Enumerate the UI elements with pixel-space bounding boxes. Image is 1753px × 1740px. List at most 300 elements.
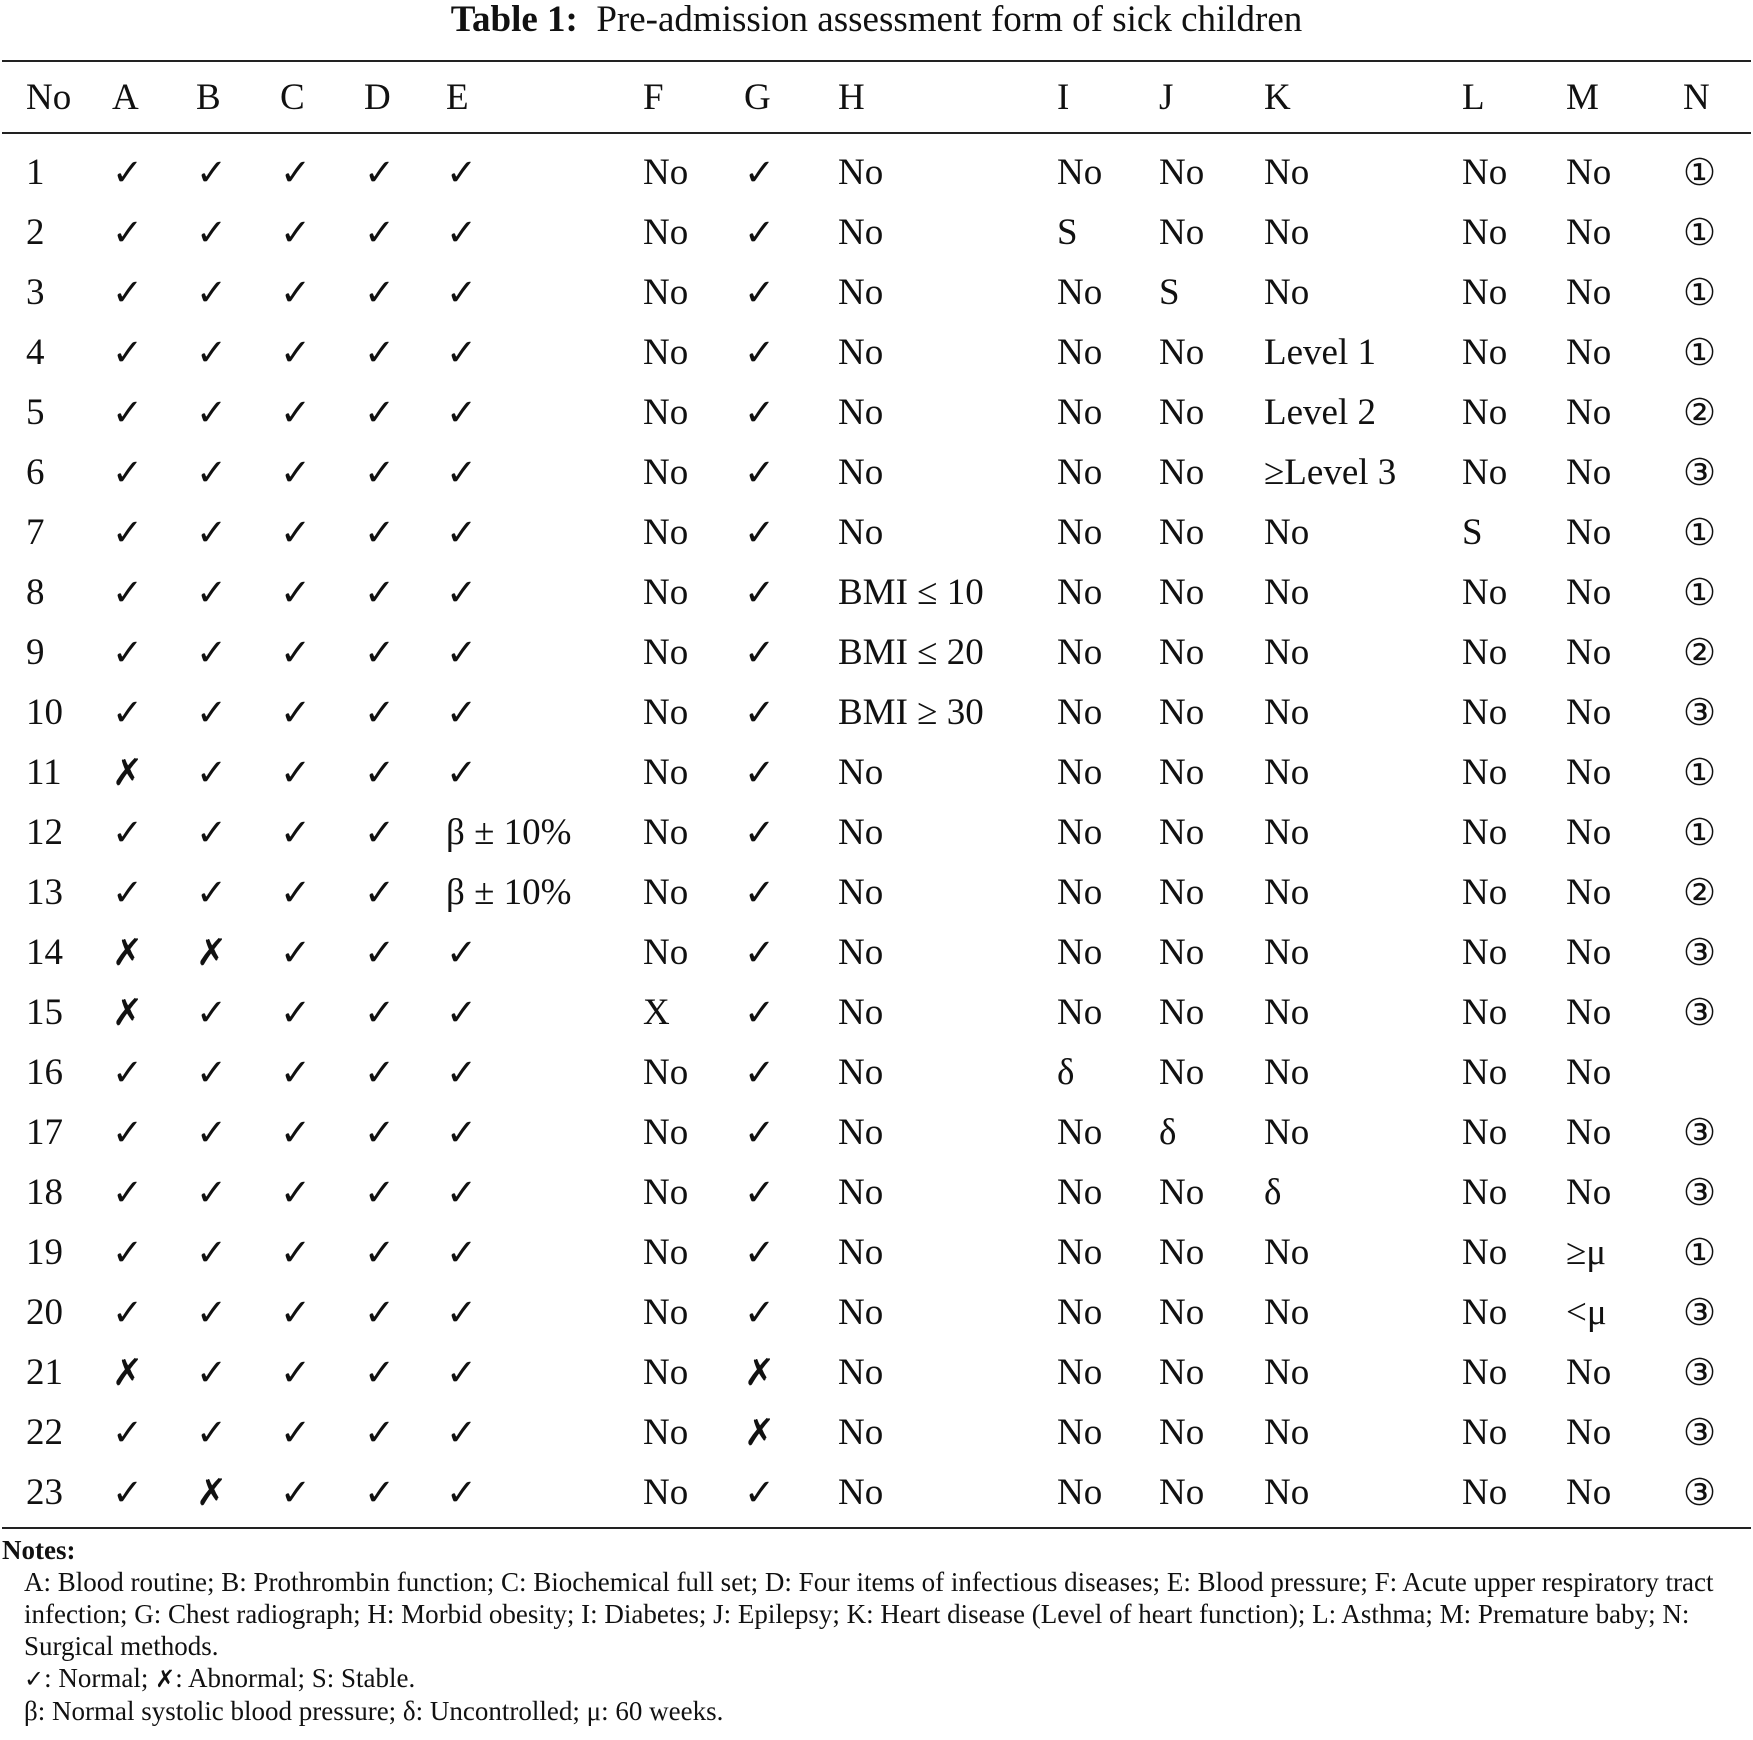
check-icon: ✓ bbox=[446, 690, 478, 734]
cell-i: No bbox=[1057, 271, 1103, 313]
cell-n: ① bbox=[1683, 750, 1717, 794]
cell-k: No bbox=[1264, 1471, 1310, 1513]
check-icon: ✓ bbox=[744, 330, 776, 374]
cell-n: ③ bbox=[1683, 1470, 1717, 1514]
cell-n: ② bbox=[1683, 870, 1717, 914]
check-icon: ✓ bbox=[364, 270, 396, 314]
cell-h: No bbox=[838, 871, 884, 913]
cell-j: No bbox=[1159, 511, 1205, 553]
check-icon: ✓ bbox=[364, 1410, 396, 1454]
table-row bbox=[0, 132, 1753, 202]
column-header: No bbox=[26, 76, 72, 118]
cell-m: No bbox=[1566, 151, 1612, 193]
cell-no: 10 bbox=[26, 691, 63, 733]
cell-no: 17 bbox=[26, 1111, 63, 1153]
check-icon: ✓ bbox=[446, 390, 478, 434]
column-header: L bbox=[1462, 76, 1485, 118]
cell-l: No bbox=[1462, 871, 1508, 913]
cell-f: No bbox=[643, 871, 689, 913]
cell-l: No bbox=[1462, 991, 1508, 1033]
cell-f: No bbox=[643, 1411, 689, 1453]
cell-k: No bbox=[1264, 1351, 1310, 1393]
cell-m: No bbox=[1566, 1411, 1612, 1453]
cell-m: No bbox=[1566, 571, 1612, 613]
cell-f: No bbox=[643, 1051, 689, 1093]
check-icon: ✓ bbox=[196, 1350, 228, 1394]
cell-h: No bbox=[838, 271, 884, 313]
check-icon: ✓ bbox=[744, 270, 776, 314]
cell-no: 7 bbox=[26, 511, 45, 553]
check-icon: ✓ bbox=[446, 510, 478, 554]
notes-cross-text: : Abnormal; S: Stable. bbox=[175, 1663, 416, 1693]
cell-f: No bbox=[643, 811, 689, 853]
check-icon: ✓ bbox=[744, 390, 776, 434]
cell-no: 11 bbox=[26, 751, 62, 793]
check-icon: ✓ bbox=[744, 690, 776, 734]
column-header: M bbox=[1566, 76, 1599, 118]
column-header: K bbox=[1264, 76, 1291, 118]
cell-k: No bbox=[1264, 631, 1310, 673]
check-icon: ✓ bbox=[112, 150, 144, 194]
cell-h: No bbox=[838, 811, 884, 853]
cell-k: No bbox=[1264, 931, 1310, 973]
cell-h: No bbox=[838, 991, 884, 1033]
check-icon: ✓ bbox=[196, 1110, 228, 1154]
cell-j: No bbox=[1159, 811, 1205, 853]
table-body bbox=[0, 132, 1753, 1522]
table-row bbox=[0, 982, 1753, 1042]
cell-j: No bbox=[1159, 631, 1205, 673]
cross-icon: ✗ bbox=[112, 1350, 144, 1394]
check-icon: ✓ bbox=[280, 990, 312, 1034]
column-header: F bbox=[643, 76, 664, 118]
cell-n: ② bbox=[1683, 390, 1717, 434]
cell-l: No bbox=[1462, 211, 1508, 253]
cross-icon: ✗ bbox=[196, 1470, 228, 1514]
cell-j: No bbox=[1159, 1291, 1205, 1333]
check-icon: ✓ bbox=[280, 1410, 312, 1454]
check-icon: ✓ bbox=[196, 1050, 228, 1094]
check-icon: ✓ bbox=[446, 210, 478, 254]
cell-f: No bbox=[643, 571, 689, 613]
cell-j: No bbox=[1159, 1351, 1205, 1393]
table-row bbox=[0, 742, 1753, 802]
cell-i: No bbox=[1057, 391, 1103, 433]
check-icon: ✓ bbox=[744, 990, 776, 1034]
cell-h: BMI ≤ 10 bbox=[838, 571, 984, 613]
table-row bbox=[0, 1162, 1753, 1222]
cell-e: β ± 10% bbox=[446, 871, 572, 913]
cell-h: No bbox=[838, 1051, 884, 1093]
cell-f: No bbox=[643, 751, 689, 793]
cell-l: No bbox=[1462, 1291, 1508, 1333]
check-icon: ✓ bbox=[364, 510, 396, 554]
cell-j: S bbox=[1159, 271, 1180, 313]
check-icon: ✓ bbox=[446, 450, 478, 494]
table-row bbox=[0, 1222, 1753, 1282]
cell-h: BMI ≤ 20 bbox=[838, 631, 984, 673]
check-icon: ✓ bbox=[364, 870, 396, 914]
table-row bbox=[0, 1042, 1753, 1102]
check-icon: ✓ bbox=[196, 810, 228, 854]
cell-h: No bbox=[838, 1291, 884, 1333]
cell-no: 6 bbox=[26, 451, 45, 493]
cell-m: ≥μ bbox=[1566, 1231, 1607, 1273]
header-row bbox=[0, 62, 1753, 132]
check-icon: ✓ bbox=[196, 990, 228, 1034]
table-row bbox=[0, 1282, 1753, 1342]
cell-i: No bbox=[1057, 1291, 1103, 1333]
cell-l: No bbox=[1462, 151, 1508, 193]
column-header: C bbox=[280, 76, 305, 118]
cell-h: No bbox=[838, 151, 884, 193]
cell-m: No bbox=[1566, 1471, 1612, 1513]
check-icon: ✓ bbox=[364, 1230, 396, 1274]
check-icon: ✓ bbox=[446, 1050, 478, 1094]
cell-no: 13 bbox=[26, 871, 63, 913]
column-header: N bbox=[1683, 76, 1710, 118]
cell-k: Level 1 bbox=[1264, 331, 1376, 373]
cell-no: 16 bbox=[26, 1051, 63, 1093]
cell-i: S bbox=[1057, 211, 1078, 253]
notes-legend bbox=[24, 1662, 1751, 1695]
cell-i: No bbox=[1057, 151, 1103, 193]
assessment-table bbox=[0, 62, 1753, 1522]
cell-l: No bbox=[1462, 931, 1508, 973]
cell-h: No bbox=[838, 211, 884, 253]
cell-l: No bbox=[1462, 1111, 1508, 1153]
cell-j: No bbox=[1159, 391, 1205, 433]
check-icon: ✓ bbox=[112, 1110, 144, 1154]
cell-no: 15 bbox=[26, 991, 63, 1033]
cross-icon: ✗ bbox=[112, 750, 144, 794]
cell-i: No bbox=[1057, 811, 1103, 853]
table-row bbox=[0, 442, 1753, 502]
cell-f: No bbox=[643, 1471, 689, 1513]
check-icon: ✓ bbox=[364, 810, 396, 854]
cell-i: No bbox=[1057, 1171, 1103, 1213]
cell-j: No bbox=[1159, 331, 1205, 373]
check-icon: ✓ bbox=[112, 450, 144, 494]
table-row bbox=[0, 262, 1753, 322]
cell-n: ① bbox=[1683, 570, 1717, 614]
cell-n: ① bbox=[1683, 510, 1717, 554]
check-icon: ✓ bbox=[112, 870, 144, 914]
cell-j: No bbox=[1159, 1051, 1205, 1093]
check-icon: ✓ bbox=[112, 1410, 144, 1454]
table-row bbox=[0, 322, 1753, 382]
check-icon: ✓ bbox=[196, 750, 228, 794]
notes-check-text: : Normal; bbox=[44, 1663, 156, 1693]
check-icon: ✓ bbox=[196, 1230, 228, 1274]
cell-j: No bbox=[1159, 211, 1205, 253]
cell-m: No bbox=[1566, 631, 1612, 673]
check-icon: ✓ bbox=[744, 1170, 776, 1214]
table-row bbox=[0, 1402, 1753, 1462]
check-icon: ✓ bbox=[744, 1290, 776, 1334]
cell-l: No bbox=[1462, 1171, 1508, 1213]
cell-k: No bbox=[1264, 511, 1310, 553]
table-title bbox=[0, 0, 1753, 40]
check-icon: ✓ bbox=[446, 570, 478, 614]
cell-l: No bbox=[1462, 691, 1508, 733]
cell-j: No bbox=[1159, 1471, 1205, 1513]
table-row bbox=[0, 502, 1753, 562]
cell-l: No bbox=[1462, 1471, 1508, 1513]
cell-j: No bbox=[1159, 751, 1205, 793]
cell-l: No bbox=[1462, 451, 1508, 493]
cell-h: No bbox=[838, 391, 884, 433]
check-icon: ✓ bbox=[364, 630, 396, 674]
check-icon: ✓ bbox=[280, 1110, 312, 1154]
check-icon: ✓ bbox=[744, 210, 776, 254]
check-icon: ✓ bbox=[196, 390, 228, 434]
check-icon: ✓ bbox=[196, 210, 228, 254]
cell-f: No bbox=[643, 511, 689, 553]
check-icon: ✓ bbox=[744, 930, 776, 974]
cell-m: No bbox=[1566, 691, 1612, 733]
check-icon: ✓ bbox=[744, 150, 776, 194]
check-icon: ✓ bbox=[744, 1470, 776, 1514]
cell-i: No bbox=[1057, 1411, 1103, 1453]
cell-f: No bbox=[643, 1231, 689, 1273]
check-icon: ✓ bbox=[112, 270, 144, 314]
cell-n: ① bbox=[1683, 270, 1717, 314]
check-icon: ✓ bbox=[446, 270, 478, 314]
cell-no: 9 bbox=[26, 631, 45, 673]
check-icon: ✓ bbox=[364, 570, 396, 614]
check-icon: ✓ bbox=[446, 1170, 478, 1214]
cell-m: No bbox=[1566, 1051, 1612, 1093]
check-icon: ✓ bbox=[280, 870, 312, 914]
check-icon: ✓ bbox=[364, 1050, 396, 1094]
column-header: H bbox=[838, 76, 865, 118]
cell-i: No bbox=[1057, 931, 1103, 973]
cell-l: No bbox=[1462, 331, 1508, 373]
notes-abbreviations: A: Blood routine; B: Prothrombin function; C: Biochemical full set; D: Four items of infectious diseases; E: Blood pressure; F: Acute upper respiratory tract infection; G: Chest radiograph; H: Morbid obesity; I: Diabetes; J: Epilepsy; K: Heart disease (Level of heart function); L: Asthma; M: Premature baby; N: Surgical methods. bbox=[24, 1567, 1714, 1661]
cell-k: No bbox=[1264, 691, 1310, 733]
table-notes bbox=[2, 1534, 1751, 1727]
check-icon: ✓ bbox=[280, 1050, 312, 1094]
check-icon: ✓ bbox=[446, 1350, 478, 1394]
cell-f: X bbox=[643, 991, 670, 1033]
cell-no: 8 bbox=[26, 571, 45, 613]
table-row bbox=[0, 382, 1753, 442]
cell-i: No bbox=[1057, 871, 1103, 913]
cell-l: No bbox=[1462, 391, 1508, 433]
check-icon: ✓ bbox=[364, 1110, 396, 1154]
cell-no: 21 bbox=[26, 1351, 63, 1393]
cell-k: No bbox=[1264, 1051, 1310, 1093]
cell-i: No bbox=[1057, 991, 1103, 1033]
cell-l: No bbox=[1462, 631, 1508, 673]
cross-icon: ✗ bbox=[112, 930, 144, 974]
cell-m: No bbox=[1566, 1111, 1612, 1153]
cell-h: No bbox=[838, 1171, 884, 1213]
cell-h: No bbox=[838, 751, 884, 793]
cell-l: No bbox=[1462, 751, 1508, 793]
cell-n: ③ bbox=[1683, 1170, 1717, 1214]
check-icon: ✓ bbox=[364, 750, 396, 794]
check-icon: ✓ bbox=[446, 330, 478, 374]
cell-k: No bbox=[1264, 871, 1310, 913]
notes-body bbox=[2, 1566, 1751, 1727]
cell-k: No bbox=[1264, 1231, 1310, 1273]
table-row bbox=[0, 922, 1753, 982]
cell-j: No bbox=[1159, 931, 1205, 973]
cell-k: No bbox=[1264, 571, 1310, 613]
check-icon: ✓ bbox=[446, 630, 478, 674]
cell-l: No bbox=[1462, 271, 1508, 313]
cell-f: No bbox=[643, 391, 689, 433]
cell-i: No bbox=[1057, 1111, 1103, 1153]
cell-n: ① bbox=[1683, 330, 1717, 374]
check-icon: ✓ bbox=[112, 1230, 144, 1274]
cell-f: No bbox=[643, 691, 689, 733]
table-row bbox=[0, 802, 1753, 862]
cell-m: No bbox=[1566, 1171, 1612, 1213]
check-icon: ✓ bbox=[744, 1050, 776, 1094]
column-header: A bbox=[112, 76, 139, 118]
cell-i: No bbox=[1057, 511, 1103, 553]
notes-heading: Notes: bbox=[2, 1535, 76, 1565]
check-icon: ✓ bbox=[364, 1470, 396, 1514]
table-row bbox=[0, 622, 1753, 682]
check-icon: ✓ bbox=[112, 690, 144, 734]
cell-f: No bbox=[643, 211, 689, 253]
cell-l: No bbox=[1462, 1411, 1508, 1453]
cell-m: No bbox=[1566, 271, 1612, 313]
cell-i: No bbox=[1057, 451, 1103, 493]
table-row bbox=[0, 202, 1753, 262]
cell-i: No bbox=[1057, 1231, 1103, 1273]
cell-no: 2 bbox=[26, 211, 45, 253]
cell-f: No bbox=[643, 451, 689, 493]
cell-l: No bbox=[1462, 571, 1508, 613]
check-icon: ✓ bbox=[744, 870, 776, 914]
cell-j: No bbox=[1159, 991, 1205, 1033]
cell-n: ③ bbox=[1683, 930, 1717, 974]
check-icon: ✓ bbox=[112, 1290, 144, 1334]
cell-i: No bbox=[1057, 331, 1103, 373]
check-icon: ✓ bbox=[280, 1290, 312, 1334]
cell-l: S bbox=[1462, 511, 1483, 553]
cell-j: No bbox=[1159, 451, 1205, 493]
check-icon: ✓ bbox=[196, 510, 228, 554]
cell-f: No bbox=[643, 931, 689, 973]
cell-n: ③ bbox=[1683, 1410, 1717, 1454]
check-icon: ✓ bbox=[446, 1470, 478, 1514]
check-icon: ✓ bbox=[196, 570, 228, 614]
check-icon: ✓ bbox=[196, 330, 228, 374]
cell-m: No bbox=[1566, 211, 1612, 253]
cell-n: ③ bbox=[1683, 990, 1717, 1034]
cell-i: No bbox=[1057, 571, 1103, 613]
column-header: J bbox=[1159, 76, 1174, 118]
cell-l: No bbox=[1462, 1231, 1508, 1273]
check-icon: ✓ bbox=[744, 1110, 776, 1154]
check-icon: ✓ bbox=[280, 510, 312, 554]
check-icon: ✓ bbox=[744, 750, 776, 794]
check-icon: ✓ bbox=[364, 450, 396, 494]
check-icon: ✓ bbox=[196, 150, 228, 194]
cell-f: No bbox=[643, 631, 689, 673]
table-title-label: Table 1: bbox=[450, 0, 578, 40]
cell-n bbox=[1683, 1042, 1753, 1102]
check-icon: ✓ bbox=[196, 1170, 228, 1214]
cell-m: No bbox=[1566, 931, 1612, 973]
check-icon: ✓ bbox=[112, 510, 144, 554]
cross-icon: ✗ bbox=[744, 1350, 776, 1394]
table-title-text: Pre-admission assessment form of sick children bbox=[596, 0, 1303, 40]
cell-h: No bbox=[838, 331, 884, 373]
check-icon: ✓ bbox=[280, 1170, 312, 1214]
cell-f: No bbox=[643, 151, 689, 193]
cell-l: No bbox=[1462, 1051, 1508, 1093]
cell-h: No bbox=[838, 1111, 884, 1153]
cell-h: No bbox=[838, 1411, 884, 1453]
check-icon: ✓ bbox=[446, 1110, 478, 1154]
check-icon: ✓ bbox=[364, 1290, 396, 1334]
check-icon: ✓ bbox=[446, 150, 478, 194]
check-icon: ✓ bbox=[112, 210, 144, 254]
column-header: D bbox=[364, 76, 391, 118]
cell-f: No bbox=[643, 1171, 689, 1213]
cell-i: δ bbox=[1057, 1051, 1075, 1093]
cell-m: <μ bbox=[1566, 1291, 1607, 1333]
cell-m: No bbox=[1566, 391, 1612, 433]
cross-icon: ✗ bbox=[744, 1410, 776, 1454]
check-icon: ✓ bbox=[112, 390, 144, 434]
check-icon: ✓ bbox=[744, 510, 776, 554]
cell-no: 20 bbox=[26, 1291, 63, 1333]
cell-j: No bbox=[1159, 571, 1205, 613]
check-icon: ✓ bbox=[112, 1470, 144, 1514]
column-header: I bbox=[1057, 76, 1070, 118]
cell-n: ③ bbox=[1683, 1290, 1717, 1334]
check-icon: ✓ bbox=[112, 1170, 144, 1214]
check-icon: ✓ bbox=[364, 1170, 396, 1214]
cell-f: No bbox=[643, 1291, 689, 1333]
cell-l: No bbox=[1462, 811, 1508, 853]
cell-k: No bbox=[1264, 991, 1310, 1033]
cell-m: No bbox=[1566, 331, 1612, 373]
check-icon: ✓ bbox=[280, 630, 312, 674]
check-icon: ✓ bbox=[364, 210, 396, 254]
cell-i: No bbox=[1057, 1351, 1103, 1393]
cell-n: ③ bbox=[1683, 450, 1717, 494]
cell-k: Level 2 bbox=[1264, 391, 1376, 433]
check-icon: ✓ bbox=[280, 570, 312, 614]
check-icon: ✓ bbox=[744, 630, 776, 674]
check-icon: ✓ bbox=[112, 810, 144, 854]
check-icon: ✓ bbox=[280, 930, 312, 974]
cell-h: No bbox=[838, 931, 884, 973]
column-header: G bbox=[744, 76, 771, 118]
check-icon: ✓ bbox=[196, 630, 228, 674]
table-row bbox=[0, 862, 1753, 922]
cell-k: No bbox=[1264, 1111, 1310, 1153]
check-icon: ✓ bbox=[112, 1050, 144, 1094]
check-icon: ✓ bbox=[112, 330, 144, 374]
cell-j: No bbox=[1159, 691, 1205, 733]
cell-f: No bbox=[643, 271, 689, 313]
cell-i: No bbox=[1057, 691, 1103, 733]
check-icon: ✓ bbox=[196, 1290, 228, 1334]
check-icon: ✓ bbox=[744, 810, 776, 854]
cell-h: No bbox=[838, 1351, 884, 1393]
cell-k: ≥Level 3 bbox=[1264, 451, 1397, 493]
